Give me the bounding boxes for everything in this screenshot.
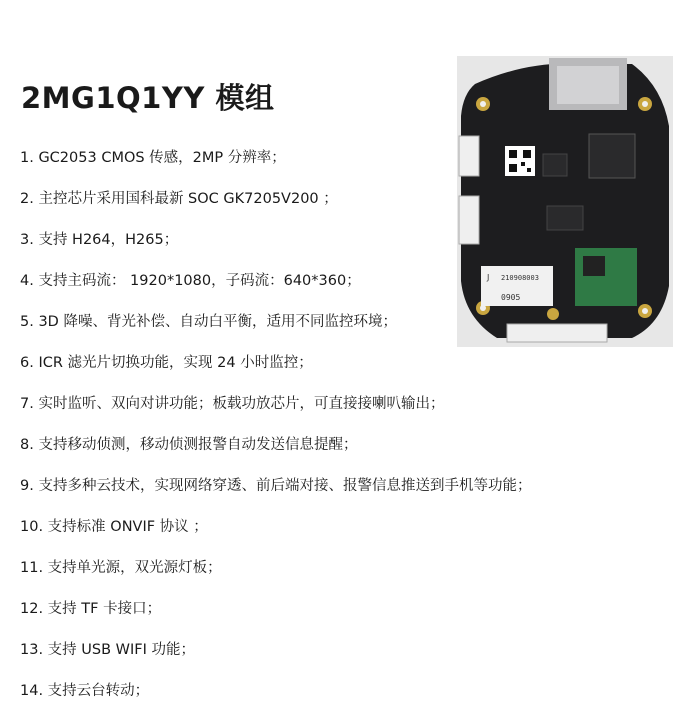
sticker-label-2: 210908003 — [501, 274, 539, 282]
list-item: 3. 支持 H264，H265； — [20, 232, 179, 248]
circuit-board-icon — [457, 56, 673, 347]
list-item: 8. 支持移动侦测，移动侦测报警自动发送信息提醒； — [20, 437, 358, 453]
list-item: 6. ICR 滤光片切换功能，实现 24 小时监控； — [20, 355, 313, 371]
page-title: 2MG1Q1YY 模组 — [21, 81, 275, 115]
list-item: 12. 支持 TF 卡接口； — [20, 601, 162, 617]
feature-list — [20, 138, 531, 712]
sticker-label-3: 0905 — [501, 293, 521, 302]
list-item: 2. 主控芯片采用国科最新 SOC GK7205V200 ； — [20, 191, 338, 207]
list-item: 14. 支持云台转动； — [20, 683, 150, 699]
list-item: 9. 支持多种云技术，实现网络穿透、前后端对接、报警信息推送到手机等功能； — [20, 478, 532, 494]
list-item: 1. GC2053 CMOS 传感，2MP 分辨率； — [20, 150, 286, 166]
list-item: 10. 支持标准 ONVIF 协议 ； — [20, 519, 208, 535]
circuit-board-photo — [457, 56, 673, 347]
list-item: 13. 支持 USB WIFI 功能； — [20, 642, 195, 658]
list-item: 11. 支持单光源，双光源灯板； — [20, 560, 222, 576]
list-item: 4. 支持主码流： 1920*1080，子码流：640*360； — [20, 273, 361, 289]
list-item: 7. 实时监听、双向对讲功能；板载功放芯片，可直接接喇叭输出； — [20, 396, 445, 412]
list-item: 5. 3D 降噪、背光补偿、自动白平衡，适用不同监控环境； — [20, 314, 397, 330]
sticker-label-1: J — [487, 273, 490, 282]
